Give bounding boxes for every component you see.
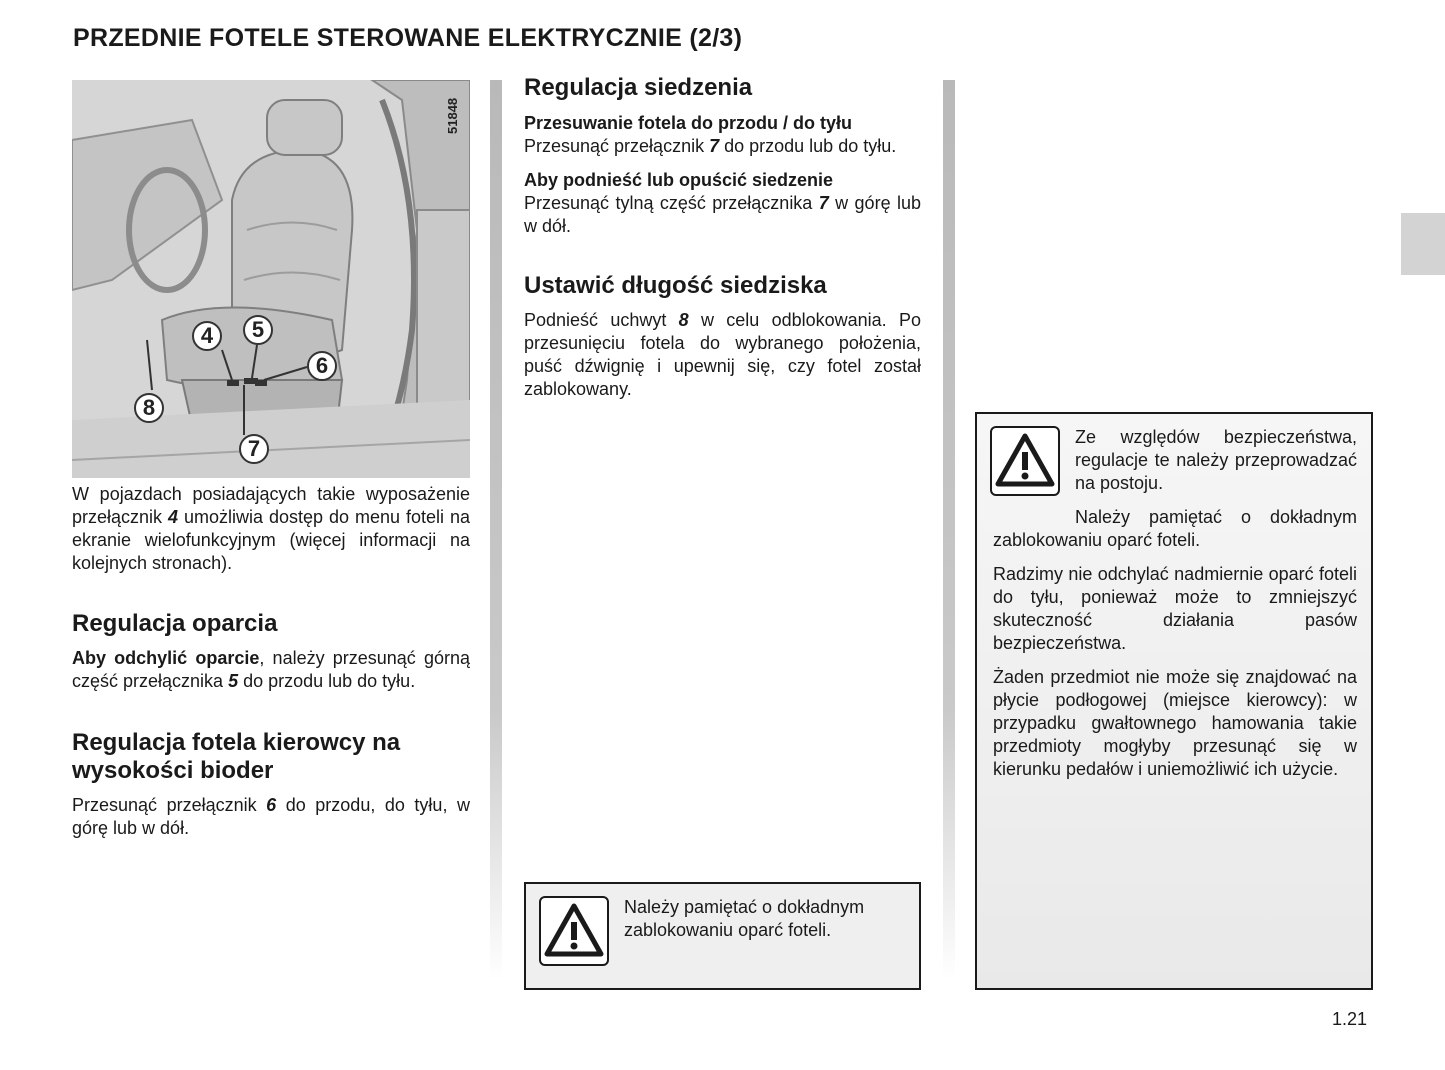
length-paragraph: Podnieść uchwyt 8 w celu odblokowania. Po przesunięciu fotela do wybranego położenia, puść dźwignię i upewnij się, czy fotel został zablokowany. — [524, 310, 921, 399]
page-number: 1.21 — [1332, 1009, 1368, 1029]
subheading-raise-lower: Aby podnieść lub opuścić siedzenie — [524, 170, 834, 190]
forward-back-paragraph: Przesunąć przełącznik 7 do przodu lub do tyłu. — [524, 136, 897, 156]
heading-seat: Regulacja siedzenia — [524, 74, 753, 101]
seat-drawing — [72, 80, 470, 478]
warning-box-small — [524, 882, 921, 990]
callout-4: 4 — [192, 321, 222, 351]
section-tab — [1401, 213, 1445, 275]
figure-id: 51848 — [445, 97, 460, 135]
warning-text-2: Należy pamiętać o dokładnym zablokowaniu oparć foteli. — [993, 507, 1357, 550]
left-column — [72, 80, 470, 840]
callout-8: 8 — [134, 393, 164, 423]
column-separator — [943, 80, 955, 980]
middle-column — [524, 74, 921, 401]
heading-hip: Regulacja fotela kierowcy na wysokości bioder — [72, 729, 401, 784]
column-separator — [490, 80, 502, 980]
warning-box-large — [975, 412, 1373, 990]
hip-paragraph: Przesunąć przełącznik 6 do przodu, do tyłu, w górę lub w dół. — [72, 795, 470, 838]
subheading-forward-back: Przesuwanie fotela do przodu / do tyłu — [524, 113, 853, 133]
page-title: PRZEDNIE FOTELE STEROWANE ELEKTRYCZNIE (2/3) — [73, 24, 743, 52]
warning-icon — [539, 896, 609, 966]
warning-text-1: Ze względów bezpieczeństwa, regulacje te należy przeprowadzać na postoju. — [1075, 427, 1357, 493]
warning-icon — [990, 426, 1060, 496]
seat-illustration — [72, 80, 470, 478]
warning-text-4: Żaden przedmiot nie może się znajdować na płycie podłogowej (miejsce kierowcy): w przypadku gwałtownego hamowania takie przedmioty mogłyby przesunąć się w kierunku pedałów i uniemożliwić ich użycie. — [993, 667, 1357, 779]
warning-body — [993, 506, 1357, 781]
warning-text-small: Należy pamiętać o dokładnym zablokowaniu oparć foteli. — [624, 897, 865, 940]
raise-lower-paragraph: Przesunąć tylną część przełącznika 7 w górę lub w dół. — [524, 193, 921, 236]
intro-paragraph: W pojazdach posiadających takie wyposażenie przełącznik 4 umożliwia dostęp do menu foteli na ekranie wielofunkcyjnym (więcej informacji na kolejnych stronach). — [72, 484, 470, 573]
callout-7: 7 — [239, 434, 269, 464]
warning-text-3: Radzimy nie odchylać nadmiernie oparć foteli do tyłu, ponieważ może to zmniejszyć skuteczność działania pasów bezpieczeństwa. — [993, 564, 1357, 653]
heading-backrest: Regulacja oparcia — [72, 610, 278, 637]
backrest-paragraph: Aby odchylić oparcie, należy przesunąć górną część przełącznika 5 do przodu lub do tyłu. — [72, 648, 470, 691]
callout-6: 6 — [307, 351, 337, 381]
heading-length: Ustawić długość siedziska — [524, 272, 827, 299]
callout-5: 5 — [243, 315, 273, 345]
